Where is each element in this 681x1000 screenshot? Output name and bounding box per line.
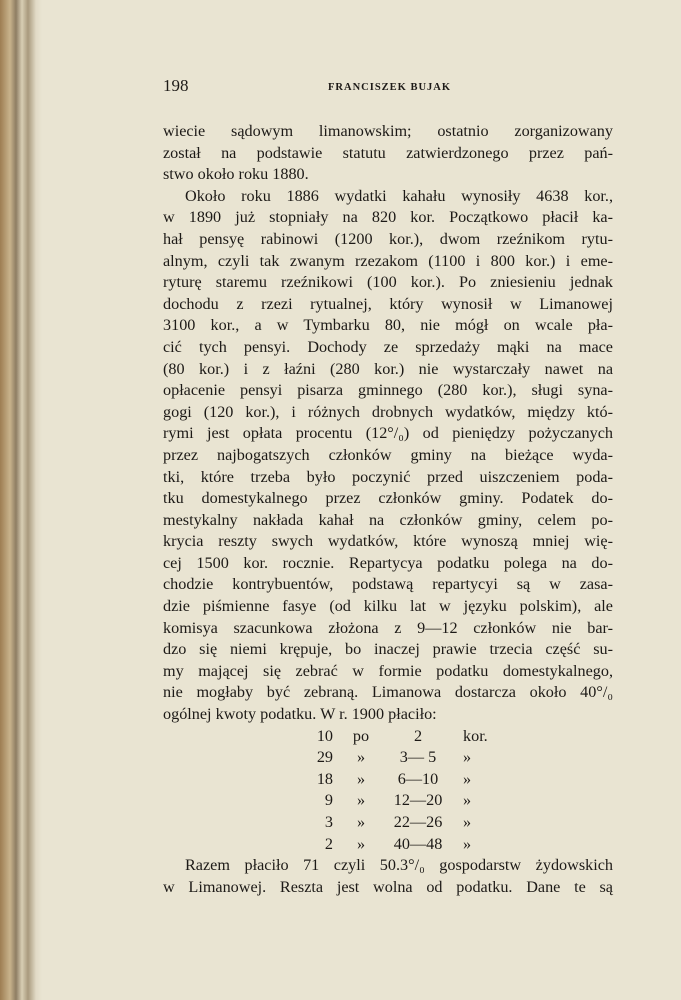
paragraph-2 (163, 186, 613, 726)
text-line: nie mogłaby być zebraną. Limanowa dostarcza około 40°/₀ (163, 683, 613, 702)
table-cell-unit: kor. (463, 726, 488, 745)
table-cell-range: 12—20 (393, 791, 443, 810)
table-cell-range: 2 (413, 726, 423, 745)
text-line: w Limanowej. Reszta jest wolna od podatku. Dane te są (163, 877, 613, 896)
text-line: gogi (120 kor.), i różnych drobnych wydatków, między któ- (163, 402, 613, 421)
text-line: tki, które trzeba było poczynić przed uiszczeniem poda- (163, 467, 613, 486)
page-number: 198 (163, 76, 189, 95)
text-line: dzie piśmienne fasye (od kilku lat w języku polskim), ale (163, 597, 613, 616)
table-cell-range: 6—10 (397, 769, 439, 788)
text-line: opłacenie pensyi pisarza gminnego (280 kor.), sługi syna- (163, 381, 613, 400)
text-line: w 1890 już stopniały na 820 kor. Początkowo płacił ka- (163, 208, 613, 227)
table-cell-range: 22—26 (393, 813, 443, 831)
table-cell-prep: » (356, 834, 366, 853)
table-row (163, 834, 613, 856)
text-line: chodzie kontrybuentów, podstawą repartycyi są w zasa- (163, 575, 613, 594)
table-row (163, 726, 613, 748)
page-header (163, 72, 613, 102)
table-row (163, 769, 613, 791)
paragraph-3 (163, 855, 613, 898)
text-line: komisya szacunkowa złożona z 9—12 członków nie bar- (163, 618, 613, 637)
table-cell-count: 29 (316, 748, 333, 767)
text-line: przez najbogatszych członków gminy na bieżące wyda- (163, 445, 613, 464)
running-head: FRANCISZEK BUJAK (328, 82, 452, 93)
table-cell-prep: » (356, 791, 366, 810)
table-cell-prep: po (352, 726, 370, 745)
text-line: my mającej się zebrać w formie podatku domestykalnego, (163, 661, 613, 680)
text-line: Około roku 1886 wydatki kahału wynosiły 4638 kor., (185, 186, 613, 205)
table-cell-count: 2 (324, 834, 333, 853)
text-line: 3100 kor., a w Tymbarku 80, nie mógł on wcale pła- (163, 316, 613, 335)
table-row (163, 790, 613, 812)
text-line: Razem płaciło 71 czyli 50.3°/₀ gospodarstw żydowskich (185, 856, 613, 875)
text-line: mestykalny nakłada kahał na członków gminy, celem po- (163, 510, 613, 529)
text-line: dochodu z rzezi rytualnej, który wynosił w Limanowej (163, 294, 613, 313)
table-cell-prep: » (356, 748, 366, 767)
text-line: dzo się niemi krępuje, bo inaczej prawie trzecia część su- (163, 640, 613, 659)
text-line: hał pensyę rabinowi (1200 kor.), dwom rzeźnikom rytu- (163, 229, 613, 248)
book-page-edge (0, 0, 42, 1000)
table-cell-unit: » (463, 748, 472, 767)
table-cell-prep: » (356, 769, 366, 788)
table-row (163, 812, 613, 834)
table-cell-unit: » (463, 791, 472, 810)
table-row (163, 747, 613, 769)
table-cell-unit: » (463, 769, 472, 788)
text-line: cej 1500 kor. rocznie. Repartycya podatku polega na do- (163, 553, 613, 572)
paragraph-1 (163, 121, 613, 186)
tax-table (163, 726, 613, 856)
table-cell-count: 9 (324, 791, 333, 810)
text-line: (80 kor.) i z łaźni (280 kor.) nie wystarczały nawet na (163, 359, 613, 378)
body-text (163, 121, 613, 898)
table-cell-unit: » (463, 834, 472, 853)
table-cell-range: 3— 5 (399, 748, 437, 767)
table-cell-prep: » (356, 813, 366, 831)
text-line: ogólnej kwoty podatku. W r. 1900 płaciło: (163, 705, 437, 724)
table-cell-range: 40—48 (393, 834, 443, 853)
table-cell-count: 10 (316, 726, 333, 745)
table-cell-unit: » (463, 813, 472, 831)
text-line: cić tych pensyi. Dochody ze sprzedaży mąki na mace (163, 337, 613, 356)
table-cell-count: 18 (316, 769, 333, 788)
text-line: krycia reszty swych wydatków, które wynoszą mniej wię- (163, 532, 613, 551)
text-line: wiecie sądowym limanowskim; ostatnio zorganizowany (163, 122, 613, 140)
text-line: rymi jest opłata procentu (12°/₀) od pieniędzy pożyczanych (163, 424, 613, 443)
text-line: stwo około roku 1880. (163, 165, 309, 184)
text-line: został na podstawie statutu zatwierdzonego przez pań- (163, 143, 613, 162)
text-line: ryturę staremu rzeźnikowi (100 kor.). Po zniesieniu jednak (163, 273, 613, 292)
text-line: tku domestykalnego przez członków gminy. Podatek do- (163, 489, 613, 508)
table-cell-count: 3 (324, 813, 333, 831)
text-line: alnym, czyli tak zwanym rzezakom (1100 i 800 kor.) i eme- (163, 251, 613, 270)
